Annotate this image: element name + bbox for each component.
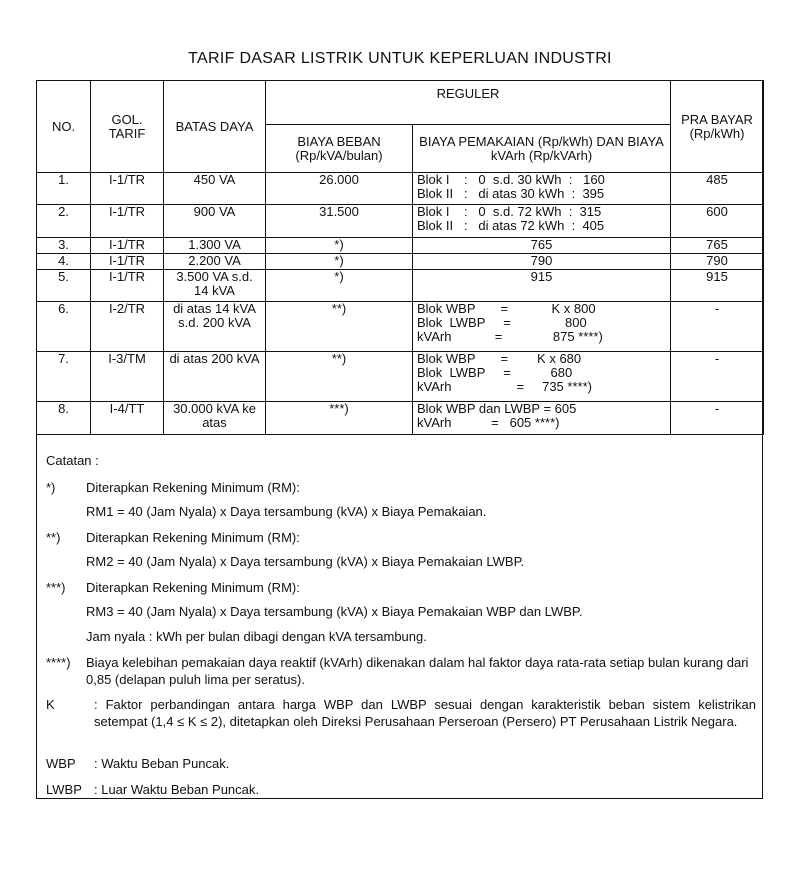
pemakaian-line: Blok II : di atas 30 kWh : 395 <box>417 186 605 201</box>
table-row <box>37 205 764 238</box>
row-beban: *) <box>266 270 413 302</box>
row-daya: 30.000 kVA ke atas <box>164 402 266 435</box>
pemakaian-line: Blok II : di atas 72 kWh : 405 <box>417 218 605 233</box>
pemakaian-line: Blok WBP = K x 800 <box>417 301 596 316</box>
row-gol: I-3/TM <box>91 352 164 402</box>
row-pra: 915 <box>671 270 764 302</box>
row-pra: 485 <box>671 173 764 205</box>
row-no: 1. <box>37 173 91 205</box>
tariff-table <box>36 80 764 435</box>
header-batas-daya: BATAS DAYA <box>164 81 266 173</box>
pemakaian-line: Blok I : 0 s.d. 72 kWh : 315 <box>417 204 602 219</box>
page-title: TARIF DASAR LISTRIK UNTUK KEPERLUAN INDUSTRI <box>188 50 612 67</box>
note-text: : Faktor perbandingan antara harga WBP dan LWBP sesuai dengan karakteristik beban sistem kelistrikan setempat (1,4 ≤ K ≤ 2), ditetapkan oleh Direksi Perusahaan Perseroan (Persero) PT Perusahaan Listrik Negara. <box>94 697 756 729</box>
note-mark: *) <box>46 480 56 495</box>
row-daya: 2.200 VA <box>164 254 266 270</box>
row-pra: - <box>671 302 764 352</box>
row-pemakaian <box>413 205 671 238</box>
table-row <box>37 238 764 254</box>
row-pemakaian: 790 <box>413 254 671 270</box>
row-beban: *) <box>266 238 413 254</box>
pemakaian-line: Blok LWBP = 680 <box>417 365 573 380</box>
row-gol: I-1/TR <box>91 173 164 205</box>
note-text: Biaya kelebihan pemakaian daya reaktif (kVArh) dikenakan dalam hal faktor daya rata-rata setiap bulan kurang dari 0,85 (delapan puluh lima per seratus). <box>86 655 749 687</box>
row-no: 2. <box>37 205 91 238</box>
row-pemakaian <box>413 352 671 402</box>
row-daya: di atas 14 kVA s.d. 200 kVA <box>164 302 266 352</box>
row-gol: I-2/TR <box>91 302 164 352</box>
row-pra: - <box>671 352 764 402</box>
row-beban: **) <box>266 352 413 402</box>
row-daya: 1.300 VA <box>164 238 266 254</box>
row-pemakaian: 765 <box>413 238 671 254</box>
note-text: Diterapkan Rekening Minimum (RM): <box>86 480 300 495</box>
row-pemakaian <box>413 302 671 352</box>
row-gol: I-1/TR <box>91 238 164 254</box>
note-formula: RM2 = 40 (Jam Nyala) x Daya tersambung (kVA) x Biaya Pemakaian LWBP. <box>86 554 525 569</box>
row-pra: 790 <box>671 254 764 270</box>
row-daya: di atas 200 kVA <box>164 352 266 402</box>
header-reguler: REGULER <box>266 81 671 125</box>
pemakaian-line: Blok I : 0 s.d. 30 kWh : 160 <box>417 172 605 187</box>
table-row <box>37 402 764 435</box>
row-pemakaian: 915 <box>413 270 671 302</box>
row-pemakaian <box>413 402 671 435</box>
note-text: Diterapkan Rekening Minimum (RM): <box>86 580 300 595</box>
header-biaya-beban: BIAYA BEBAN (Rp/kVA/bulan) <box>266 125 413 173</box>
row-no: 3. <box>37 238 91 254</box>
note-mark: LWBP <box>46 782 82 797</box>
note-text: : Waktu Beban Puncak. <box>94 756 230 771</box>
row-pemakaian <box>413 173 671 205</box>
header-gol-tarif: GOL. TARIF <box>91 81 164 173</box>
row-daya: 900 VA <box>164 205 266 238</box>
note-formula: RM3 = 40 (Jam Nyala) x Daya tersambung (kVA) x Biaya Pemakaian WBP dan LWBP. <box>86 604 583 619</box>
row-no: 7. <box>37 352 91 402</box>
row-pra: 765 <box>671 238 764 254</box>
table-row <box>37 270 764 302</box>
pemakaian-line: Blok WBP = K x 680 <box>417 351 582 366</box>
row-beban: *) <box>266 254 413 270</box>
row-beban: ***) <box>266 402 413 435</box>
row-beban: **) <box>266 302 413 352</box>
note-mark: ***) <box>46 580 66 595</box>
row-no: 5. <box>37 270 91 302</box>
table-row <box>37 302 764 352</box>
row-gol: I-1/TR <box>91 270 164 302</box>
header-pra-bayar: PRA BAYAR (Rp/kWh) <box>671 81 764 173</box>
table-row <box>37 254 764 270</box>
note-mark: WBP <box>46 756 76 771</box>
pemakaian-line: kVArh = 875 ****) <box>417 329 603 344</box>
note-text: Jam nyala : kWh per bulan dibagi dengan kVA tersambung. <box>86 629 427 644</box>
pemakaian-line: kVArh = 605 ****) <box>417 415 560 430</box>
note-text: Diterapkan Rekening Minimum (RM): <box>86 530 300 545</box>
table-row <box>37 352 764 402</box>
header-no: NO. <box>37 81 91 173</box>
note-mark: K <box>46 697 55 712</box>
row-pra: 600 <box>671 205 764 238</box>
row-gol: I-1/TR <box>91 254 164 270</box>
pemakaian-line: kVArh = 735 ****) <box>417 379 592 394</box>
header-biaya-pemakaian: BIAYA PEMAKAIAN (Rp/kWh) DAN BIAYA kVArh (Rp/kVArh) <box>413 125 671 173</box>
row-no: 6. <box>37 302 91 352</box>
row-beban: 26.000 <box>266 173 413 205</box>
note-text: : Luar Waktu Beban Puncak. <box>94 782 260 797</box>
row-pra: - <box>671 402 764 435</box>
row-gol: I-4/TT <box>91 402 164 435</box>
pemakaian-line: Blok LWBP = 800 <box>417 315 587 330</box>
row-beban: 31.500 <box>266 205 413 238</box>
row-no: 8. <box>37 402 91 435</box>
table-row <box>37 173 764 205</box>
pemakaian-line: Blok WBP dan LWBP = 605 <box>417 401 577 416</box>
note-mark: **) <box>46 530 61 545</box>
note-mark: ****) <box>46 655 71 670</box>
note-formula: RM1 = 40 (Jam Nyala) x Daya tersambung (kVA) x Biaya Pemakaian. <box>86 504 487 519</box>
row-gol: I-1/TR <box>91 205 164 238</box>
row-daya: 3.500 VA s.d. 14 kVA <box>164 270 266 302</box>
row-daya: 450 VA <box>164 173 266 205</box>
notes-heading: Catatan : <box>46 453 99 468</box>
row-no: 4. <box>37 254 91 270</box>
